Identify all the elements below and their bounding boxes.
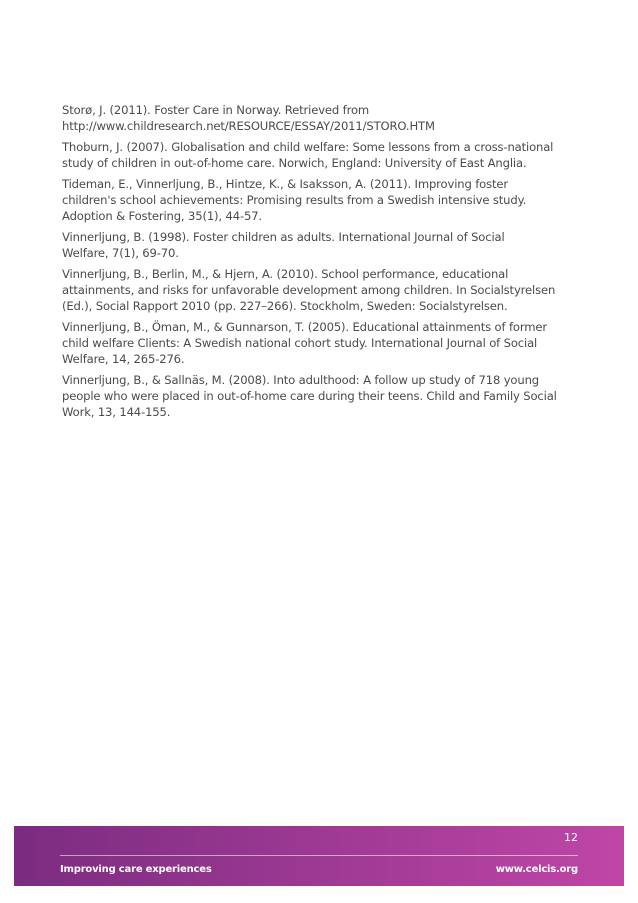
reference-line: (Ed.), Social Rapport 2010 (pp. 227–266). Stockholm, Sweden: Socialstyrelsen. bbox=[62, 299, 508, 313]
reference-entry bbox=[62, 266, 582, 314]
reference-entry bbox=[62, 139, 582, 171]
reference-entry bbox=[62, 319, 582, 367]
reference-entry bbox=[62, 176, 582, 224]
reference-line: Storø, J. (2011). Foster Care in Norway. Retrieved from bbox=[62, 103, 370, 117]
reference-line: Vinnerljung, B., Öman, M., & Gunnarson, T. (2005). Educational attainments of former bbox=[62, 320, 547, 334]
page-footer bbox=[14, 826, 624, 886]
reference-line: Adoption & Fostering, 35(1), 44-57. bbox=[62, 209, 262, 223]
reference-line: Work, 13, 144-155. bbox=[62, 405, 171, 419]
reference-line: Vinnerljung, B. (1998). Foster children as adults. International Journal of Social bbox=[62, 230, 505, 244]
reference-line: Thoburn, J. (2007). Globalisation and child welfare: Some lessons from a cross-national bbox=[62, 140, 554, 154]
reference-line: people who were placed in out-of-home care during their teens. Child and Family Social bbox=[62, 389, 557, 403]
reference-entry bbox=[62, 229, 582, 261]
footer-divider bbox=[60, 855, 578, 856]
reference-line: children's school achievements: Promising results from a Swedish intensive study. bbox=[62, 193, 527, 207]
reference-list bbox=[62, 102, 582, 425]
reference-entry bbox=[62, 372, 582, 420]
page-number: 12 bbox=[564, 831, 578, 844]
reference-link[interactable]: http://www.childresearch.net/RESOURCE/ESSAY/2011/STORO.HTM bbox=[62, 119, 435, 133]
reference-line: Vinnerljung, B., & Sallnäs, M. (2008). Into adulthood: A follow up study of 718 young bbox=[62, 373, 539, 387]
reference-line: Tideman, E., Vinnerljung, B., Hintze, K., & Isaksson, A. (2011). Improving foster bbox=[62, 177, 508, 191]
reference-line: Welfare, 14, 265-276. bbox=[62, 352, 185, 366]
reference-entry bbox=[62, 102, 582, 134]
footer-website-link[interactable]: www.celcis.org bbox=[495, 864, 578, 875]
reference-line: child welfare Clients: A Swedish national cohort study. International Journal of Social bbox=[62, 336, 538, 350]
reference-line: Vinnerljung, B., Berlin, M., & Hjern, A. (2010). School performance, educational bbox=[62, 267, 509, 281]
footer-tagline: Improving care experiences bbox=[60, 864, 212, 875]
reference-line: study of children in out-of-home care. Norwich, England: University of East Anglia. bbox=[62, 156, 527, 170]
reference-line: attainments, and risks for unfavorable development among children. In Socialstyrelsen bbox=[62, 283, 556, 297]
reference-line: Welfare, 7(1), 69-70. bbox=[62, 246, 179, 260]
